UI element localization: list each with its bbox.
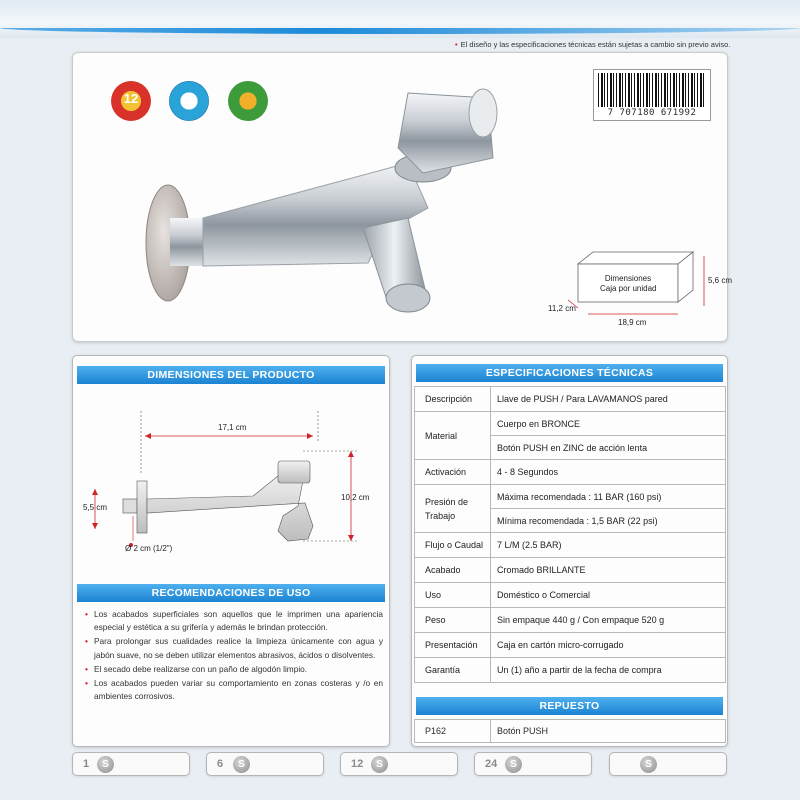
- recommendations-list: [85, 608, 383, 704]
- dimensions-header: DIMENSIONES DEL PRODUCTO: [77, 366, 385, 384]
- table-row: [415, 460, 726, 485]
- dim-flange-label: 5,5 cm: [83, 503, 108, 512]
- spec-key: Acabado: [415, 558, 491, 583]
- spec-key: Garantía: [415, 658, 491, 683]
- specs-header: ESPECIFICACIONES TÉCNICAS: [416, 364, 723, 382]
- spec-key: Uso: [415, 583, 491, 608]
- spec-key: Activación: [415, 460, 491, 485]
- box-title-line2: Caja por unidad: [600, 284, 657, 293]
- pack-item: [609, 752, 727, 776]
- spec-value: Cromado BRILLANTE: [491, 558, 726, 583]
- pack-s-icon: S: [233, 756, 250, 773]
- spec-value: Un (1) año a partir de la fecha de compra: [491, 658, 726, 683]
- dimensions-panel: [72, 355, 390, 747]
- repuesto-desc: Botón PUSH: [497, 726, 549, 736]
- spec-value: 7 L/M (2.5 BAR): [491, 533, 726, 558]
- faucet-image: [108, 68, 578, 338]
- spec-value: Llave de PUSH / Para LAVAMANOS pared: [491, 387, 726, 412]
- pack-qty: 1: [83, 758, 90, 770]
- table-row: [415, 387, 726, 412]
- pack-qty: 6: [217, 758, 224, 770]
- barcode-bars: [598, 73, 706, 107]
- box-length-label: 18,9 cm: [618, 318, 647, 327]
- repuesto-code: P162: [415, 720, 491, 742]
- spec-value: Cuerpo en BRONCE: [491, 412, 726, 436]
- recommendation-item: • Los acabados pueden variar su comportamiento en zonas costeras y /o en ambientes corrosivos.: [85, 677, 383, 703]
- spec-value: Sin empaque 440 g / Con empaque 520 g: [491, 608, 726, 633]
- pack-item: [340, 752, 458, 776]
- table-row: [415, 558, 726, 583]
- box-depth-label: 11,2 cm: [548, 304, 576, 313]
- repuesto-header: REPUESTO: [416, 697, 723, 715]
- disclaimer-text: El diseño y las especificaciones técnicas están sujetas a cambio sin previo aviso.: [460, 40, 731, 49]
- spec-key: Presentación: [415, 633, 491, 658]
- table-row: [415, 412, 726, 436]
- pack-qty: 12: [351, 758, 364, 770]
- product-photo-box: [72, 52, 733, 342]
- spec-key: Peso: [415, 608, 491, 633]
- recommendation-item: • Para prolongar sus cualidades realice la limpieza únicamente con agua y jabón suave, no se deben utilizar elementos abrasivos, ácidos o disolventes.: [85, 635, 383, 661]
- table-row: [415, 633, 726, 658]
- table-row: [415, 485, 726, 509]
- spec-value: Máxima recomendada : 11 BAR (160 psi): [491, 485, 726, 509]
- pack-s-icon: S: [371, 756, 388, 773]
- dim-thread-label: Ø 2 cm (1/2"): [125, 544, 173, 553]
- dimensions-diagram: [73, 381, 391, 571]
- spec-key: Presión de Trabajo: [415, 485, 491, 533]
- specs-table: [414, 386, 726, 683]
- pack-s-icon: S: [640, 756, 657, 773]
- specs-panel: [411, 355, 728, 747]
- spec-value: Mínima recomendada : 1,5 BAR (22 psi): [491, 509, 726, 533]
- repuesto-row: [414, 719, 726, 743]
- box-title: [600, 274, 656, 294]
- barcode-number: 7 707180 671992: [607, 108, 697, 118]
- box-dimensions: [548, 248, 733, 338]
- table-row: [415, 608, 726, 633]
- pack-item: [72, 752, 190, 776]
- recommendation-item: • Los acabados superficiales son aquellos que le imprimen una apariencia especial y estética a su grifería y además le brindan protección.: [85, 608, 383, 634]
- pack-item: [206, 752, 324, 776]
- spec-key: Flujo o Caudal: [415, 533, 491, 558]
- spec-value: Doméstico o Comercial: [491, 583, 726, 608]
- box-height-label: 5,6 cm: [708, 276, 733, 285]
- pack-s-icon: S: [505, 756, 522, 773]
- recommendation-item: • El secado debe realizarse con un paño de algodón limpio.: [85, 663, 383, 676]
- spec-key: Descripción: [415, 387, 491, 412]
- spec-value: Botón PUSH en ZINC de acción lenta: [491, 436, 726, 460]
- spec-value: 4 - 8 Segundos: [491, 460, 726, 485]
- recommendations-header: RECOMENDACIONES DE USO: [77, 584, 385, 602]
- table-row: [415, 533, 726, 558]
- spec-value: Caja en cartón micro-corrugado: [491, 633, 726, 658]
- pack-s-icon: S: [97, 756, 114, 773]
- dim-height-label: 10,2 cm: [341, 493, 370, 502]
- barcode: [593, 69, 711, 121]
- spec-key: Material: [415, 412, 491, 460]
- disclaimer: [455, 40, 730, 49]
- table-row: [415, 658, 726, 683]
- warranty-years: 12: [123, 91, 139, 106]
- table-row: [415, 583, 726, 608]
- pack-qty: 24: [485, 758, 498, 770]
- bullet-icon: •: [455, 40, 458, 49]
- pack-row: [72, 752, 728, 778]
- pack-item: [474, 752, 592, 776]
- faucet-dimension-drawing: [73, 381, 391, 571]
- box-title-line1: Dimensiones: [604, 274, 652, 283]
- dim-length-label: 17,1 cm: [218, 423, 247, 432]
